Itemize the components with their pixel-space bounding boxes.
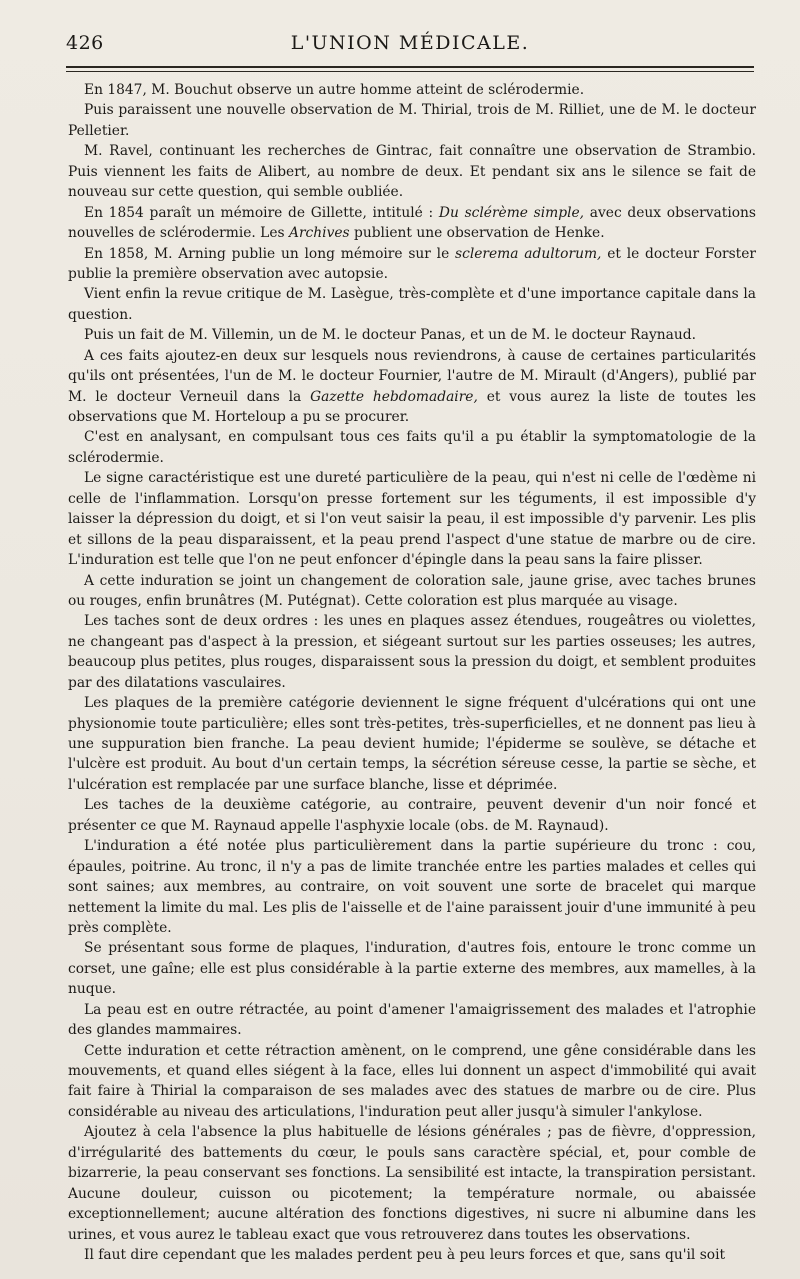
paragraph: Les plaques de la première catégorie deviennent le signe fréquent d'ulcérations qui ont une physionomie toute particulière; elles sont très-petites, très-superficielles, et ne donnent pas lieu à une suppuration bien franche. La peau devient humide; l'épiderme se soulève, se détache et l'ulcère est produit. Au bout d'un certain temps, la sécrétion séreuse cesse, la partie se sèche, et l'ulcération est remplacée par une surface blanche, lisse et déprimée. (68, 695, 756, 793)
paragraph: A cette induration se joint un changement de coloration sale, jaune grise, avec taches brunes ou rouges, enfin brunâtres (M. Putégnat). Cette coloration est plus marquée au visage. (68, 572, 756, 609)
paragraph: Se présentant sous forme de plaques, l'induration, d'autres fois, entoure le tronc comme un corset, une gaîne; elle est plus considérable à la partie externe des membres, aux mamelles, à la nuque. (68, 940, 756, 998)
paragraph: Puis paraissent une nouvelle observation de M. Thirial, trois de M. Rilliet, une de M. le docteur Pelletier. (68, 102, 756, 139)
page-header (66, 32, 754, 66)
paragraph: C'est en analysant, en compulsant tous ces faits qu'il a pu établir la symptomatologie de la sclérodermie. (68, 429, 756, 466)
paragraph: Vient enfin la revue critique de M. Lasègue, très-complète et d'une importance capitale dans la question. (68, 286, 756, 323)
page-number: 426 (66, 32, 104, 54)
paragraph: Le signe caractéristique est une dureté particulière de la peau, qui n'est ni celle de l'œdème ni celle de l'inflammation. Lorsqu'on presse fortement sur les téguments, il est impossible d'y laisser la dépression du doigt, et si l'on veut saisir la peau, il est impossible d'y parvenir. Les plis et sillons de la peau disparaissent, et la peau prend l'aspect d'une statue de marbre ou de cire. L'induration est telle que l'on ne peut enfoncer d'épingle dans la peau sans la faire plisser. (68, 470, 756, 569)
paragraph: M. Ravel, continuant les recherches de Gintrac, fait connaître une observation de Strambio. Puis viennent les faits de Alibert, au nombre de deux. Et pendant six ans le silence se fait de nouveau sur cette question, qui semble oubliée. (68, 143, 756, 201)
paragraph: L'induration a été notée plus particulièrement dans la partie supérieure du tronc : cou, épaules, poitrine. Au tronc, il n'y a pas de limite tranchée entre les parties malades et celles qui sont saines; aux membres, au contraire, on voit souvent une sorte de bracelet qui marque nettement la limite du mal. Les plis de l'aisselle et de l'aine paraissent jouir d'une immunité à peu près complète. (68, 838, 756, 936)
running-title: L'UNION MÉDICALE. (290, 32, 530, 54)
header-rule-thin (66, 71, 754, 72)
paragraph: La peau est en outre rétractée, au point d'amener l'amaigrissement des malades et l'atrophie des glandes mammaires. (68, 1001, 756, 1039)
paragraph: Cette induration et cette rétraction amènent, on le comprend, une gêne considérable dans les mouvements, et quand elles siégent à la face, elles lui donnent un aspect d'immobilité qui avait fait faire à Thirial la comparaison de ses malades avec des statues de marbre ou de cire. Plus considérable au niveau des articulations, l'induration peut aller jusqu'à simuler l'ankylose. (68, 1042, 756, 1120)
paragraph: Puis un fait de M. Villemin, un de M. le docteur Panas, et un de M. le docteur Raynaud. (84, 327, 697, 344)
body-text (68, 80, 756, 1265)
paragraph: En 1854 paraît un mémoire de Gillette, intitulé : Du sclérème simple, avec deux observations nouvelles de sclérodermie. Les Archives publient une observation de Henke. (68, 204, 757, 242)
header-rule (66, 66, 754, 68)
paragraph: En 1847, M. Bouchut observe un autre homme atteint de sclérodermie. (84, 82, 585, 98)
paragraph: En 1858, M. Arning publie un long mémoire sur le sclerema adultorum, et le docteur Forster publie la première observation avec autopsie. (68, 245, 756, 282)
paragraph: A ces faits ajoutez-en deux sur lesquels nous reviendrons, à cause de certaines particularités qu'ils ont présentées, l'un de M. le docteur Fournier, l'autre de M. Mirault (d'Angers), publié par M. le docteur Verneuil dans la Gazette hebdomadaire, et vous aurez la liste de toutes les observations que M. Horteloup a pu se procurer. (68, 347, 757, 425)
paragraph: Les taches sont de deux ordres : les unes en plaques assez étendues, rougeâtres ou violettes, ne changeant pas d'aspect à la pression, et siégeant surtout sur les parties osseuses; les autres, beaucoup plus petites, plus rouges, disparaissent sous la pression du doigt, et semblent produites par des dilatations vasculaires. (68, 613, 756, 691)
paragraph: Il faut dire cependant que les malades perdent peu à peu leurs forces et que, sans qu'il soit (84, 1246, 726, 1263)
paragraph: Les taches de la deuxième catégorie, au contraire, peuvent devenir d'un noir foncé et présenter ce que M. Raynaud appelle l'asphyxie locale (obs. de M. Raynaud). (68, 797, 756, 834)
paragraph: Ajoutez à cela l'absence la plus habituelle de lésions générales ; pas de fièvre, d'oppression, d'irrégularité des battements du cœur, le pouls sans caractère spécial, et, pour comble de bizarrerie, la peau conservant ses fonctions. La sensibilité est intacte, la transpiration persistant. Aucune douleur, cuisson ou picotement; la température normale, ou abaissée exceptionnellement; aucune altération des fonctions digestives, ni sucre ni albumine dans les urines, et vous aurez le tableau exact que vous retrouverez dans toutes les observations. (68, 1124, 756, 1243)
